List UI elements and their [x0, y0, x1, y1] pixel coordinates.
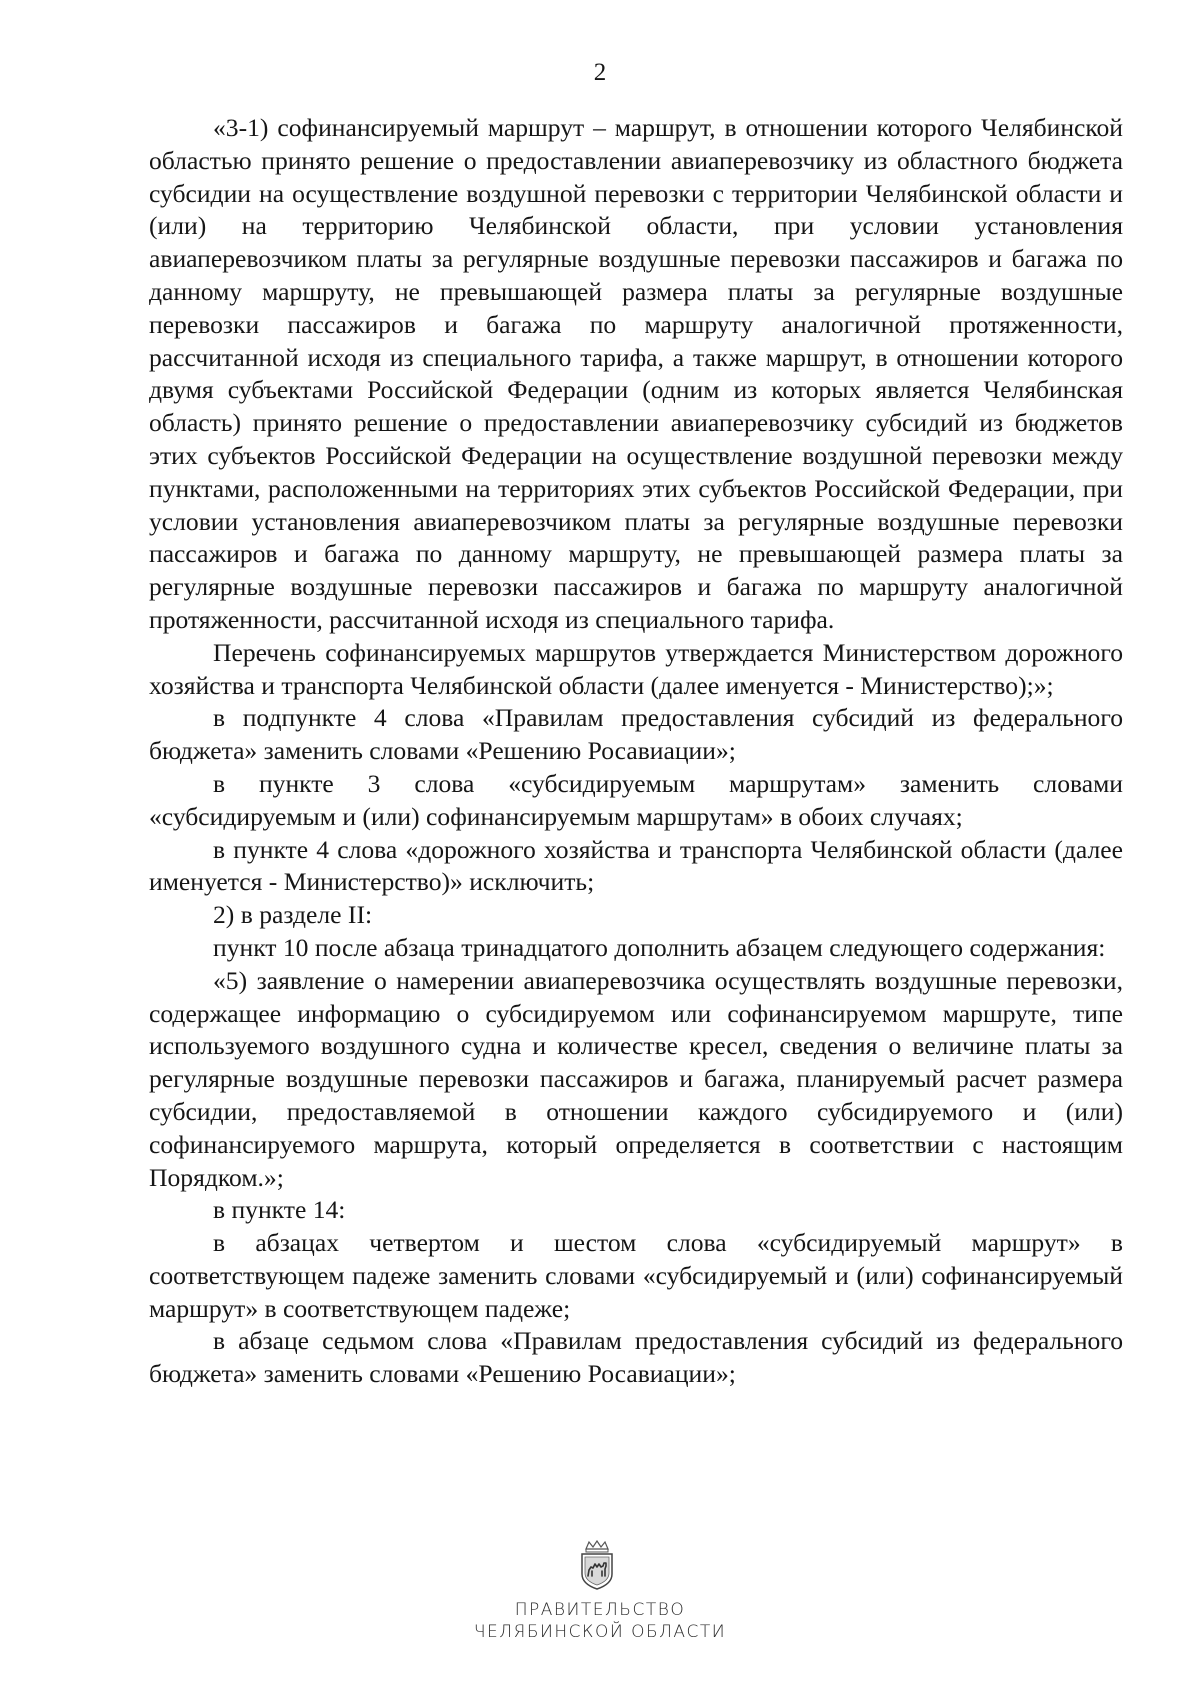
footer-government-label: ПРАВИТЕЛЬСТВО	[514, 1600, 686, 1620]
paragraph-item-14: в пункте 14:	[213, 1195, 346, 1225]
paragraph-definition-cofinanced-route: «3-1) софинансируемый маршрут – маршрут, в отношении которого Челябинской областью принято решение о предоставлении авиаперевозчику из областного бюджета субсидии на осуществление воздушной перевозки с территории Челябинской области и (или) на территорию Челябинской области, при условии установления авиаперевозчиком платы за регулярные воздушные перевозки пассажиров и багажа по данному маршруту, не превышающей размера платы за регулярные воздушные перевозки пассажиров и багажа по маршруту аналогичной протяженности, рассчитанной исходя из специального тарифа, а также маршрут, в отношении которого двумя субъектами Российской Федерации (одним из которых является Челябинская область) принято решение о предоставлении авиаперевозчику субсидий из бюджетов этих субъектов Российской Федерации на осуществление воздушной перевозки между пунктами, расположенными на территориях этих субъектов Российской Федерации, при условии установления авиаперевозчиком платы за регулярные воздушные перевозки пассажиров и багажа по данному маршруту, не превышающей размера платы за регулярные воздушные перевозки пассажиров и багажа по маршруту аналогичной протяженности, рассчитанной исходя из специального тарифа.	[149, 113, 1123, 634]
paragraph-item-10: пункт 10 после абзаца тринадцатого дополнить абзацем следующего содержания:	[213, 932, 1106, 962]
footer-region-label: ЧЕЛЯБИНСКОЙ ОБЛАСТИ	[473, 1622, 727, 1642]
page-number: 2	[593, 59, 607, 86]
paragraph-abzats-4-6: в абзацах четвертом и шестом слова «субсидируемый маршрут» в соответствующем падеже заменить словами «субсидируемый и (или) софинансируемый маршрут» в соответствующем падеже;	[149, 1228, 1123, 1323]
paragraph-section-2: 2) в разделе II:	[213, 900, 373, 930]
paragraph-application-statement: «5) заявление о намерении авиаперевозчика осуществлять воздушные перевозки, содержащее информацию о субсидируемом или софинансируемом маршруте, типе используемого воздушного судна и количестве кресел, сведения о величине платы за регулярные воздушные перевозки пассажиров и багажа, планируемый расчет размера субсидии, предоставляемой в отношении каждого субсидируемого и (или) софинансируемого маршрута, который определяется в соответствии с настоящим Порядком.»;	[149, 965, 1123, 1192]
paragraph-route-list: Перечень софинансируемых маршрутов утверждается Министерством дорожного хозяйства и транспорта Челябинской области (далее именуется - Министерство);»;	[149, 637, 1123, 700]
paragraph-subitem-4: в подпункте 4 слова «Правилам предоставления субсидий из федерального бюджета» заменить словами «Решению Росавиации»;	[149, 703, 1123, 766]
paragraph-item-3: в пункте 3 слова «субсидируемым маршрутам» заменить словами «субсидируемым и (или) софинансируемым маршрутам» в обоих случаях;	[149, 768, 1123, 831]
chelyabinsk-coat-of-arms-icon	[578, 1540, 616, 1590]
document-body	[149, 112, 1123, 1391]
paragraph-abzats-7: в абзаце седьмом слова «Правилам предоставления субсидий из федерального бюджета» заменить словами «Решению Росавиации»;	[149, 1326, 1123, 1389]
paragraph-item-4: в пункте 4 слова «дорожного хозяйства и транспорта Челябинской области (далее именуется - Министерство)» исключить;	[149, 834, 1123, 897]
